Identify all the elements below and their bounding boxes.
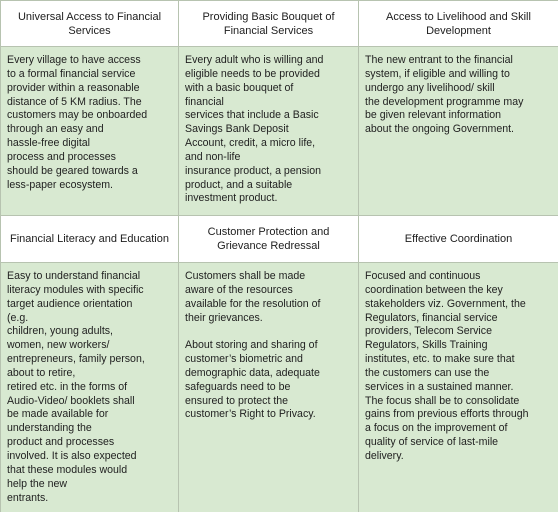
- text-line: providers, Telecom Service: [365, 325, 492, 338]
- text-line: their grievances.: [185, 311, 263, 324]
- text-line: a focus on the improvement of: [365, 422, 508, 435]
- text-line: investment product.: [185, 192, 278, 205]
- text-line: should be geared towards a: [7, 164, 138, 177]
- text-line: Easy to understand financial: [7, 270, 141, 282]
- text-line: eligible needs to be provided: [185, 67, 320, 80]
- text-line: women, new workers/: [7, 339, 110, 352]
- text-line: understanding the: [7, 422, 92, 435]
- text-line: system, if eligible and willing to: [365, 67, 510, 80]
- text-line: about to retire,: [7, 366, 76, 379]
- text-line: About storing and sharing of: [185, 339, 318, 352]
- text-line: the development programme may: [365, 95, 524, 108]
- text-line: Account, credit, a micro life,: [185, 137, 316, 150]
- text-line: target audience orientation: [7, 297, 133, 310]
- text-line: and non-life: [185, 150, 241, 163]
- body-basic-bouquet: [179, 47, 359, 216]
- text-line: involved. It is also expected: [7, 449, 137, 462]
- text-line: less-paper ecosystem.: [7, 178, 113, 191]
- text-line: literacy modules with specific: [7, 283, 144, 296]
- heading-universal-access: Universal Access to Financial Services: [1, 1, 179, 47]
- text-line: be made available for: [7, 408, 109, 421]
- text-line: ensured to protect the: [185, 394, 289, 407]
- body-effective-coordination: [359, 263, 558, 512]
- text-line: distance of 5 KM radius. The: [7, 95, 142, 108]
- text-line: stakeholders viz. Government, the: [365, 297, 526, 310]
- heading-basic-bouquet: Providing Basic Bouquet of Financial Services: [179, 1, 359, 47]
- text-line: Every village to have access: [7, 54, 141, 66]
- paragraph-gap: [185, 325, 352, 339]
- text-line: financial: [185, 95, 224, 108]
- text-line: Regulators, Skills Training: [365, 339, 488, 352]
- body-financial-literacy: [1, 263, 179, 512]
- text-line: Regulators, financial service: [365, 311, 498, 324]
- heading-effective-coordination: Effective Coordination: [359, 216, 558, 263]
- text-line: Customers shall be made: [185, 270, 306, 282]
- text-line: gains from previous efforts through: [365, 408, 529, 421]
- text-line: product and processes: [7, 436, 115, 449]
- text-line: with a basic bouquet of: [185, 81, 294, 94]
- text-line: that these modules would: [7, 463, 128, 476]
- text-line: Audio-Video/ booklets shall: [7, 394, 135, 407]
- text-line: entrants.: [7, 491, 49, 504]
- text-line: to a formal financial service: [7, 67, 136, 80]
- text-line: institutes, etc. to make sure that: [365, 353, 515, 366]
- text-line: provider within a reasonable: [7, 81, 140, 94]
- heading-livelihood-skill: Access to Livelihood and Skill Development: [359, 1, 558, 47]
- text-line: through an easy and: [7, 123, 104, 136]
- text-line: Focused and continuous: [365, 270, 481, 282]
- text-line: customer’s biometric and: [185, 353, 303, 366]
- text-line: customer’s Right to Privacy.: [185, 408, 316, 421]
- text-line: demographic data, adequate: [185, 366, 320, 379]
- text-line: Savings Bank Deposit: [185, 123, 289, 136]
- text-line: safeguards need to be: [185, 380, 291, 393]
- text-line: coordination between the key: [365, 283, 503, 296]
- body-universal-access: [1, 47, 179, 216]
- text-line: about the ongoing Government.: [365, 123, 515, 136]
- text-line: delivery.: [365, 449, 404, 462]
- text-line: process and processes: [7, 150, 116, 163]
- heading-customer-protection: Customer Protection and Grievance Redressal: [179, 216, 359, 263]
- heading-financial-literacy: Financial Literacy and Education: [1, 216, 179, 263]
- text-line: retired etc. in the forms of: [7, 380, 128, 393]
- text-line: (e.g.: [7, 311, 29, 324]
- text-line: services that include a Basic: [185, 109, 319, 122]
- text-line: customers may be onboarded: [7, 109, 148, 122]
- text-line: available for the resolution of: [185, 297, 321, 310]
- text-line: be given relevant information: [365, 109, 502, 122]
- text-line: undergo any livelihood/ skill: [365, 81, 495, 94]
- text-line: The focus shall be to consolidate: [365, 394, 520, 407]
- text-line: children, young adults,: [7, 325, 114, 338]
- text-line: services in a sustained manner.: [365, 380, 514, 393]
- text-line: entrepreneurs, family person,: [7, 353, 145, 366]
- text-line: hassle-free digital: [7, 137, 91, 150]
- body-livelihood-skill: [359, 47, 558, 216]
- text-line: the customers can use the: [365, 366, 490, 379]
- text-line: The new entrant to the financial: [365, 54, 513, 66]
- text-line: product, and a suitable: [185, 178, 293, 191]
- text-line: quality of service of last-mile: [365, 436, 499, 449]
- text-line: Every adult who is willing and: [185, 54, 324, 66]
- body-customer-protection: [179, 263, 359, 512]
- text-line: insurance product, a pension: [185, 164, 322, 177]
- text-line: help the new: [7, 477, 68, 490]
- text-line: aware of the resources: [185, 283, 293, 296]
